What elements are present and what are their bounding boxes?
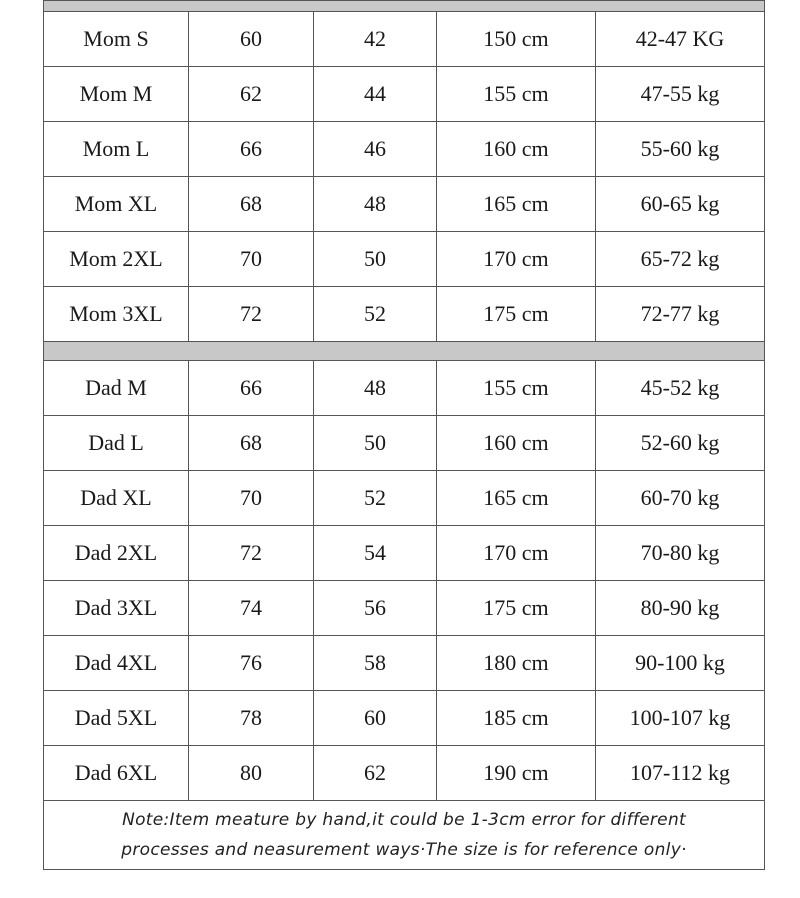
size-cell: Dad M <box>44 361 189 416</box>
measure-b-cell: 54 <box>314 526 437 581</box>
note-row <box>44 801 765 870</box>
size-cell: Dad 4XL <box>44 636 189 691</box>
height-cell: 155 cm <box>437 67 596 122</box>
measure-b-cell: 56 <box>314 581 437 636</box>
height-cell: 160 cm <box>437 416 596 471</box>
height-cell: 180 cm <box>437 636 596 691</box>
weight-cell: 60-70 kg <box>596 471 765 526</box>
table-row <box>44 12 765 67</box>
height-cell: 175 cm <box>437 287 596 342</box>
table-row <box>44 471 765 526</box>
table-row <box>44 122 765 177</box>
weight-cell: 42-47 KG <box>596 12 765 67</box>
weight-cell: 72-77 kg <box>596 287 765 342</box>
size-cell: Mom L <box>44 122 189 177</box>
size-cell: Dad L <box>44 416 189 471</box>
table-row <box>44 581 765 636</box>
size-cell: Mom 2XL <box>44 232 189 287</box>
weight-cell: 107-112 kg <box>596 746 765 801</box>
table-row <box>44 177 765 232</box>
size-cell: Mom S <box>44 12 189 67</box>
weight-cell: 60-65 kg <box>596 177 765 232</box>
note-line-2: processes and neasurement ways·The size is for reference only· <box>121 840 687 860</box>
height-cell: 190 cm <box>437 746 596 801</box>
size-cell: Mom XL <box>44 177 189 232</box>
measure-b-cell: 46 <box>314 122 437 177</box>
measure-b-cell: 44 <box>314 67 437 122</box>
size-cell: Dad 2XL <box>44 526 189 581</box>
measure-b-cell: 50 <box>314 232 437 287</box>
table-row <box>44 526 765 581</box>
weight-cell: 45-52 kg <box>596 361 765 416</box>
note-cell <box>44 801 765 870</box>
table-row <box>44 416 765 471</box>
table-row <box>44 232 765 287</box>
height-cell: 165 cm <box>437 177 596 232</box>
table-row <box>44 287 765 342</box>
measure-a-cell: 76 <box>189 636 314 691</box>
table-row <box>44 746 765 801</box>
measure-b-cell: 48 <box>314 361 437 416</box>
table-row <box>44 67 765 122</box>
height-cell: 175 cm <box>437 581 596 636</box>
measure-a-cell: 62 <box>189 67 314 122</box>
height-cell: 185 cm <box>437 691 596 746</box>
measure-b-cell: 62 <box>314 746 437 801</box>
height-cell: 155 cm <box>437 361 596 416</box>
measure-a-cell: 78 <box>189 691 314 746</box>
measure-a-cell: 72 <box>189 526 314 581</box>
measure-a-cell: 74 <box>189 581 314 636</box>
measure-b-cell: 52 <box>314 471 437 526</box>
size-cell: Dad 6XL <box>44 746 189 801</box>
measure-a-cell: 60 <box>189 12 314 67</box>
measure-a-cell: 66 <box>189 122 314 177</box>
height-cell: 170 cm <box>437 526 596 581</box>
size-cell: Dad XL <box>44 471 189 526</box>
weight-cell: 100-107 kg <box>596 691 765 746</box>
size-cell: Dad 5XL <box>44 691 189 746</box>
measure-a-cell: 68 <box>189 416 314 471</box>
measure-a-cell: 66 <box>189 361 314 416</box>
height-cell: 160 cm <box>437 122 596 177</box>
weight-cell: 90-100 kg <box>596 636 765 691</box>
table-row <box>44 361 765 416</box>
section-divider <box>44 342 765 361</box>
note-line-1: Note:Item meature by hand,it could be 1-3cm error for different <box>122 810 686 830</box>
size-chart-table <box>43 0 765 870</box>
measure-a-cell: 72 <box>189 287 314 342</box>
weight-cell: 52-60 kg <box>596 416 765 471</box>
measure-a-cell: 80 <box>189 746 314 801</box>
size-cell: Dad 3XL <box>44 581 189 636</box>
measure-b-cell: 60 <box>314 691 437 746</box>
measure-b-cell: 42 <box>314 12 437 67</box>
measure-b-cell: 48 <box>314 177 437 232</box>
weight-cell: 80-90 kg <box>596 581 765 636</box>
table-row <box>44 691 765 746</box>
size-cell: Mom M <box>44 67 189 122</box>
weight-cell: 47-55 kg <box>596 67 765 122</box>
measure-b-cell: 50 <box>314 416 437 471</box>
weight-cell: 70-80 kg <box>596 526 765 581</box>
measure-b-cell: 58 <box>314 636 437 691</box>
weight-cell: 65-72 kg <box>596 232 765 287</box>
measure-a-cell: 70 <box>189 471 314 526</box>
measure-b-cell: 52 <box>314 287 437 342</box>
measure-a-cell: 68 <box>189 177 314 232</box>
measure-a-cell: 70 <box>189 232 314 287</box>
height-cell: 170 cm <box>437 232 596 287</box>
section-divider <box>44 1 765 12</box>
height-cell: 150 cm <box>437 12 596 67</box>
height-cell: 165 cm <box>437 471 596 526</box>
size-cell: Mom 3XL <box>44 287 189 342</box>
weight-cell: 55-60 kg <box>596 122 765 177</box>
table-row <box>44 636 765 691</box>
